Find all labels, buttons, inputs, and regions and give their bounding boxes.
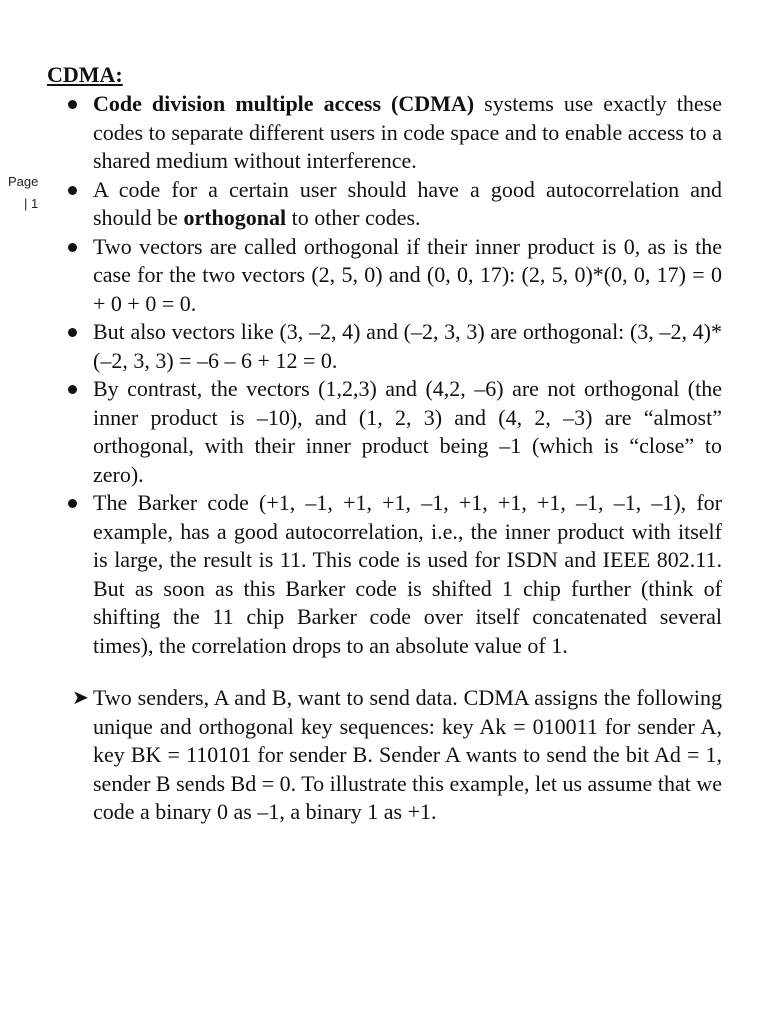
arrow-bullet-icon: ➤ [72,687,89,709]
bullet-text: By contrast, the vectors (1,2,3) and (4,2, –6) are not orthogonal (the inner product is –10), and (1, 2, 3) and (4, 2, –3) are “almost” orthogonal, with their inner product being –1 (which is “close” to zero). [93,376,722,487]
page-margin-label [8,171,38,215]
arrow-paragraph [68,684,722,827]
bullet-text: Two vectors are called orthogonal if their inner product is 0, as is the case for the two vectors (2, 5, 0) and (0, 0, 17): (2, 5, 0)*(0, 0, 17) = 0 + 0 + 0 = 0. [93,233,722,316]
bullet-dot-icon [68,186,77,195]
bullet-text: The Barker code (+1, –1, +1, +1, –1, +1, +1, +1, –1, –1, –1), for example, has a good autocorrelation, i.e., the inner product with itself is large, the result is 11. This code is used for ISDN and IEEE 802.11. But as soon as this Barker code is shifted 1 chip further (think of shifting the 11 chip Barker code over itself concatenated several times), the correlation drops to an absolute value of 1. [93,490,722,658]
bullet-item [68,176,722,233]
bullet-bold-term: Code division multiple access (CDMA) [93,91,475,116]
bullet-item [68,375,722,489]
bullet-dot-icon [68,499,77,508]
bullet-dot-icon [68,243,77,252]
arrow-paragraph-text: Two senders, A and B, want to send data. CDMA assigns the following unique and orthogonal key sequences: key Ak = 010011 for sender A, key BK = 110101 for sender B. Sender A wants to send the bit Ad = 1, sender B sends Bd = 0. To illustrate this example, let us assume that we code a binary 0 as –1, a binary 1 as +1. [93,685,722,824]
bullet-text: A code for a certain user should have a good autocorrelation and should be [93,176,722,230]
bullet-dot-icon [68,385,77,394]
bullet-item [68,489,722,660]
bullet-dot-icon [68,100,77,109]
bullet-text: systems use exactly these codes to separate different users in code space and to enable access to a shared medium without interference. [93,91,722,173]
page-label: Page [8,174,39,189]
bullet-item [68,318,722,375]
bullet-text: to other codes. [286,205,421,230]
bullet-item [68,233,722,319]
section-heading: CDMA: [47,62,123,87]
bullet-bold-term: orthogonal [183,205,287,230]
bullet-item [68,90,722,176]
document-body [68,90,722,827]
bullet-text: But also vectors like (3, –2, 4) and (–2, 3, 3) are orthogonal: (3, –2, 4)*(–2, 3, 3) = –6 – 6 + 12 = 0. [93,319,722,373]
paragraph-spacer [68,660,722,684]
page-number: | 1 [24,196,39,211]
bullet-dot-icon [68,328,77,337]
